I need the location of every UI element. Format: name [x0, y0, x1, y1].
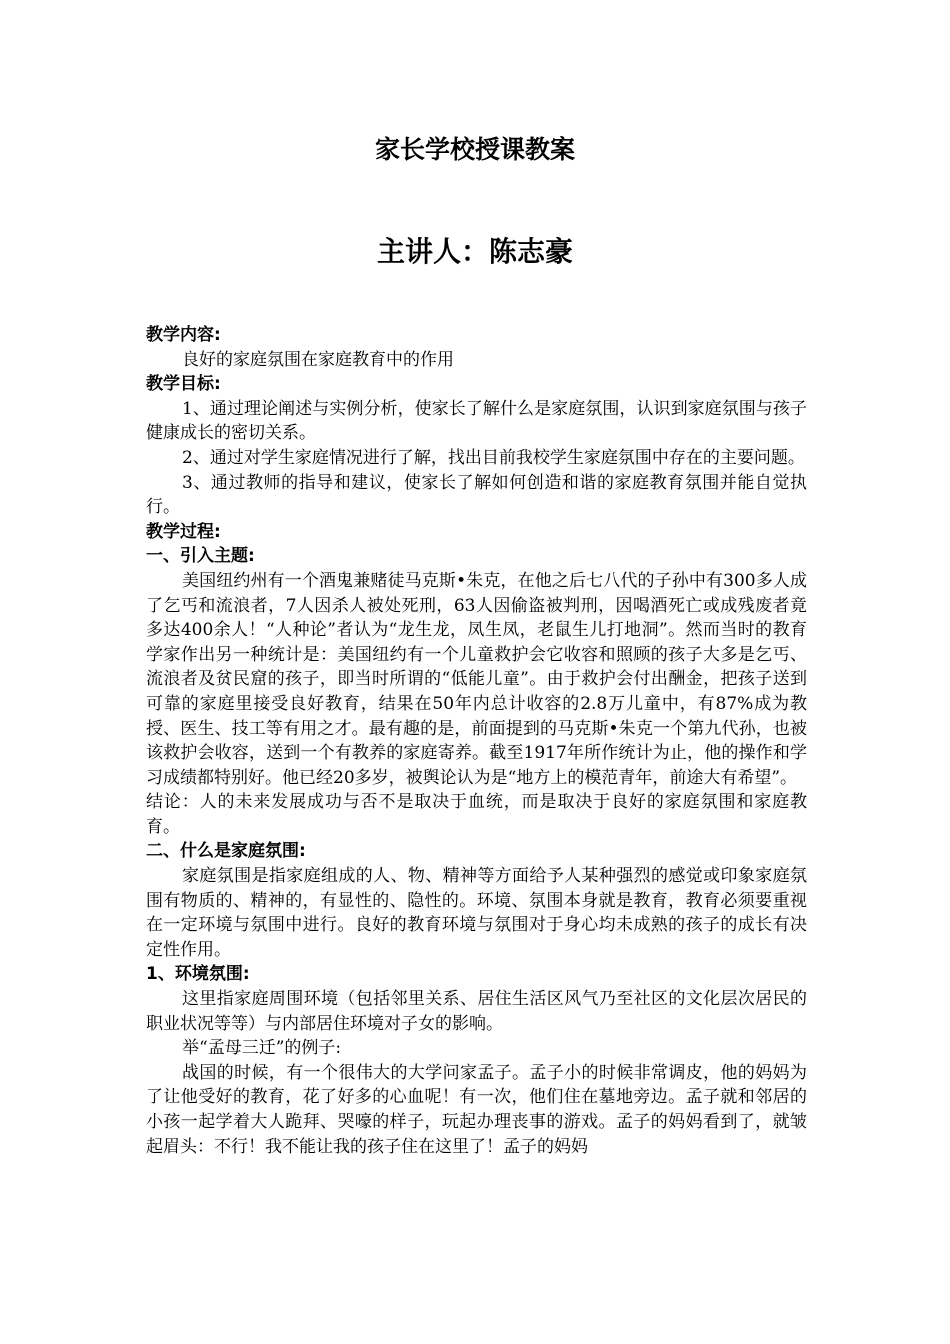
goal-1: 1、通过理论阐述与实例分析，使家长了解什么是家庭氛围，认识到家庭氛围与孩子健康成长的密切关系。	[146, 398, 807, 444]
subsection-1-heading: 1、环境氛围:	[146, 964, 250, 985]
document-body	[146, 323, 807, 1159]
goals-label: 教学目标:	[146, 374, 221, 395]
example-text: 战国的时候，有一个很伟大的大学问家孟子。孟子小的时候非常调皮，他的妈妈为了让他受好的教育，花了好多的心血呢！有一次，他们住在墓地旁边。孟子就和邻居的小孩一起学着大人跪拜、哭嚎的样子，玩起办理丧事的游戏。孟子的妈妈看到了，就皱起眉头：不行！我不能让我的孩子住在这里了！孟子的妈妈	[146, 1062, 807, 1157]
section-1-text: 美国纽约州有一个酒鬼兼赌徒马克斯•朱克，在他之后七八代的子孙中有300多人成了乞丐和流浪者，7人因杀人被处死刑，63人因偷盗被判刑，因喝酒死亡或成残废者竟多达400余人！“人种论”者认为“龙生龙，凤生凤，老鼠生儿打地洞”。然而当时的教育学家作出另一种统计是：美国纽约有一个儿童救护会它收容和照顾的孩子大多是乞丐、流浪者及贫民窟的孩子，即当时所谓的“低能儿童”。由于救护会付出酬金，把孩子送到可靠的家庭里接受良好教育，结果在50年内总计收容的2.8万儿童中，有87%成为教授、医生、技工等有用之才。最有趣的是，前面提到的马克斯•朱克一个第九代孙，也被该救护会收容，送到一个有教养的家庭寄养。截至1917年所作统计为止，他的操作和学习成绩都特别好。他已经20多岁，被舆论认为是“地方上的模范青年，前途大有希望”。	[146, 570, 807, 788]
presenter-line: 主讲人：陈志豪	[376, 235, 573, 268]
content-label: 教学内容:	[146, 325, 221, 345]
example-intro: 举“孟母三迁”的例子:	[182, 1038, 342, 1059]
section-2-text: 家庭氛围是指家庭组成的人、物、精神等方面给予人某种强烈的感觉或印象家庭氛围有物质的、精神的，有显性的、隐性的。环境、氛围本身就是教育，教育必须要重视在一定环境与氛围中进行。良好的教育环境与氛围对于身心均未成熟的孩子的成长有决定性作用。	[146, 866, 807, 960]
conclusion-text: 结论：人的未来发展成功与否不是取决于血统，而是取决于良好的家庭氛围和家庭教育。	[146, 792, 807, 837]
content-text: 良好的家庭氛围在家庭教育中的作用	[182, 349, 454, 370]
goal-2: 2、通过对学生家庭情况进行了解，找出目前我校学生家庭氛围中存在的主要问题。	[182, 447, 805, 468]
section-1-heading: 一、引入主题:	[146, 546, 255, 567]
goal-3: 3、通过教师的指导和建议，使家长了解如何创造和谐的家庭教育氛围并能自觉执行。	[146, 472, 807, 518]
document-title: 家长学校授课教案	[374, 135, 575, 164]
section-2-heading: 二、什么是家庭氛围:	[146, 841, 306, 862]
subsection-1-text: 这里指家庭周围环境（包括邻里关系、居住生活区风气乃至社区的文化层次居民的职业状况等等）与内部居住环境对子女的影响。	[146, 989, 807, 1034]
process-label: 教学过程:	[146, 521, 221, 542]
